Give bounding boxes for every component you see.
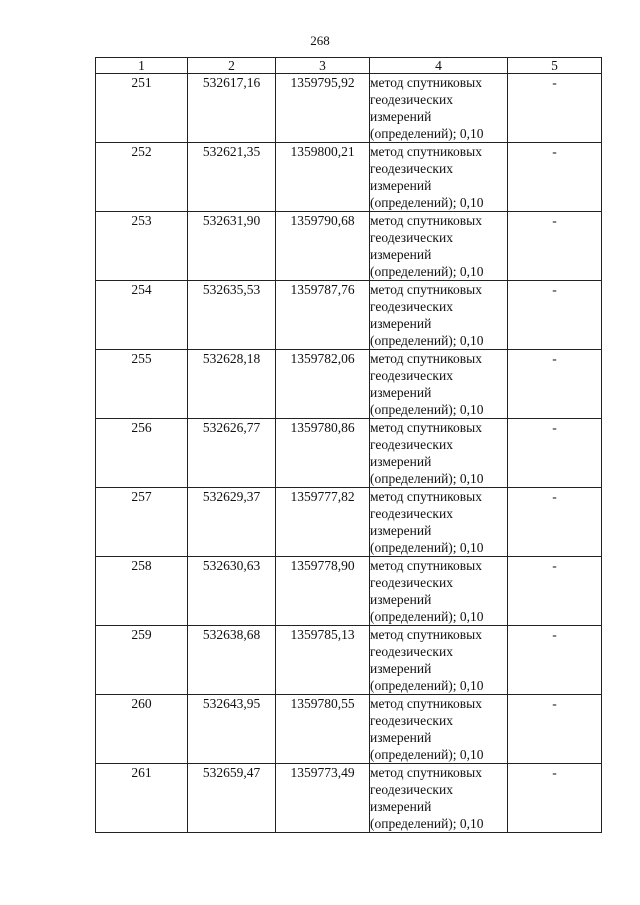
x-coordinate-cell: 532643,95 bbox=[188, 695, 276, 764]
x-coordinate-cell: 532638,68 bbox=[188, 626, 276, 695]
header-col-1: 1 bbox=[96, 58, 188, 74]
table-row bbox=[96, 557, 602, 626]
table-body bbox=[96, 74, 602, 833]
method-cell bbox=[370, 419, 508, 488]
note-cell: - bbox=[508, 695, 602, 764]
method-text: метод спутниковых геодезических измерений (определений); 0,10 bbox=[370, 696, 484, 762]
point-number-cell: 258 bbox=[96, 557, 188, 626]
point-number-cell: 256 bbox=[96, 419, 188, 488]
method-cell bbox=[370, 143, 508, 212]
x-coordinate-cell: 532631,90 bbox=[188, 212, 276, 281]
header-col-3: 3 bbox=[276, 58, 370, 74]
note-cell: - bbox=[508, 281, 602, 350]
x-coordinate-cell: 532626,77 bbox=[188, 419, 276, 488]
point-number-cell: 259 bbox=[96, 626, 188, 695]
note-cell: - bbox=[508, 74, 602, 143]
x-coordinate-cell: 532635,53 bbox=[188, 281, 276, 350]
note-cell: - bbox=[508, 764, 602, 833]
method-text: метод спутниковых геодезических измерений (определений); 0,10 bbox=[370, 765, 484, 831]
x-coordinate-cell: 532659,47 bbox=[188, 764, 276, 833]
method-cell bbox=[370, 764, 508, 833]
table-row bbox=[96, 695, 602, 764]
table-row bbox=[96, 281, 602, 350]
table-header bbox=[96, 58, 602, 74]
point-number-cell: 251 bbox=[96, 74, 188, 143]
y-coordinate-cell: 1359800,21 bbox=[276, 143, 370, 212]
y-coordinate-cell: 1359778,90 bbox=[276, 557, 370, 626]
y-coordinate-cell: 1359780,55 bbox=[276, 695, 370, 764]
point-number-cell: 260 bbox=[96, 695, 188, 764]
method-text: метод спутниковых геодезических измерений (определений); 0,10 bbox=[370, 282, 484, 348]
table-row bbox=[96, 212, 602, 281]
point-number-cell: 261 bbox=[96, 764, 188, 833]
x-coordinate-cell: 532621,35 bbox=[188, 143, 276, 212]
header-row bbox=[96, 58, 602, 74]
method-text: метод спутниковых геодезических измерений (определений); 0,10 bbox=[370, 213, 484, 279]
y-coordinate-cell: 1359782,06 bbox=[276, 350, 370, 419]
method-cell bbox=[370, 212, 508, 281]
method-cell bbox=[370, 557, 508, 626]
method-text: метод спутниковых геодезических измерений (определений); 0,10 bbox=[370, 351, 484, 417]
table-row bbox=[96, 488, 602, 557]
y-coordinate-cell: 1359777,82 bbox=[276, 488, 370, 557]
point-number-cell: 257 bbox=[96, 488, 188, 557]
method-text: метод спутниковых геодезических измерений (определений); 0,10 bbox=[370, 489, 484, 555]
method-cell bbox=[370, 281, 508, 350]
method-cell bbox=[370, 695, 508, 764]
method-text: метод спутниковых геодезических измерений (определений); 0,10 bbox=[370, 75, 484, 141]
x-coordinate-cell: 532629,37 bbox=[188, 488, 276, 557]
method-text: метод спутниковых геодезических измерений (определений); 0,10 bbox=[370, 144, 484, 210]
table-row bbox=[96, 143, 602, 212]
note-cell: - bbox=[508, 212, 602, 281]
y-coordinate-cell: 1359795,92 bbox=[276, 74, 370, 143]
x-coordinate-cell: 532628,18 bbox=[188, 350, 276, 419]
table-row bbox=[96, 764, 602, 833]
page-number: 268 bbox=[310, 33, 330, 48]
table-row bbox=[96, 74, 602, 143]
header-col-5: 5 bbox=[508, 58, 602, 74]
y-coordinate-cell: 1359787,76 bbox=[276, 281, 370, 350]
y-coordinate-cell: 1359785,13 bbox=[276, 626, 370, 695]
header-col-4: 4 bbox=[370, 58, 508, 74]
table-row bbox=[96, 350, 602, 419]
y-coordinate-cell: 1359773,49 bbox=[276, 764, 370, 833]
coordinates-table bbox=[95, 57, 602, 833]
point-number-cell: 255 bbox=[96, 350, 188, 419]
table-row bbox=[96, 626, 602, 695]
y-coordinate-cell: 1359780,86 bbox=[276, 419, 370, 488]
note-cell: - bbox=[508, 350, 602, 419]
method-text: метод спутниковых геодезических измерений (определений); 0,10 bbox=[370, 558, 484, 624]
note-cell: - bbox=[508, 557, 602, 626]
method-cell bbox=[370, 74, 508, 143]
method-text: метод спутниковых геодезических измерений (определений); 0,10 bbox=[370, 627, 484, 693]
note-cell: - bbox=[508, 488, 602, 557]
method-text: метод спутниковых геодезических измерений (определений); 0,10 bbox=[370, 420, 484, 486]
method-cell bbox=[370, 488, 508, 557]
y-coordinate-cell: 1359790,68 bbox=[276, 212, 370, 281]
point-number-cell: 253 bbox=[96, 212, 188, 281]
note-cell: - bbox=[508, 143, 602, 212]
x-coordinate-cell: 532617,16 bbox=[188, 74, 276, 143]
header-col-2: 2 bbox=[188, 58, 276, 74]
note-cell: - bbox=[508, 419, 602, 488]
note-cell: - bbox=[508, 626, 602, 695]
table-row bbox=[96, 419, 602, 488]
point-number-cell: 252 bbox=[96, 143, 188, 212]
method-cell bbox=[370, 626, 508, 695]
method-cell bbox=[370, 350, 508, 419]
point-number-cell: 254 bbox=[96, 281, 188, 350]
x-coordinate-cell: 532630,63 bbox=[188, 557, 276, 626]
